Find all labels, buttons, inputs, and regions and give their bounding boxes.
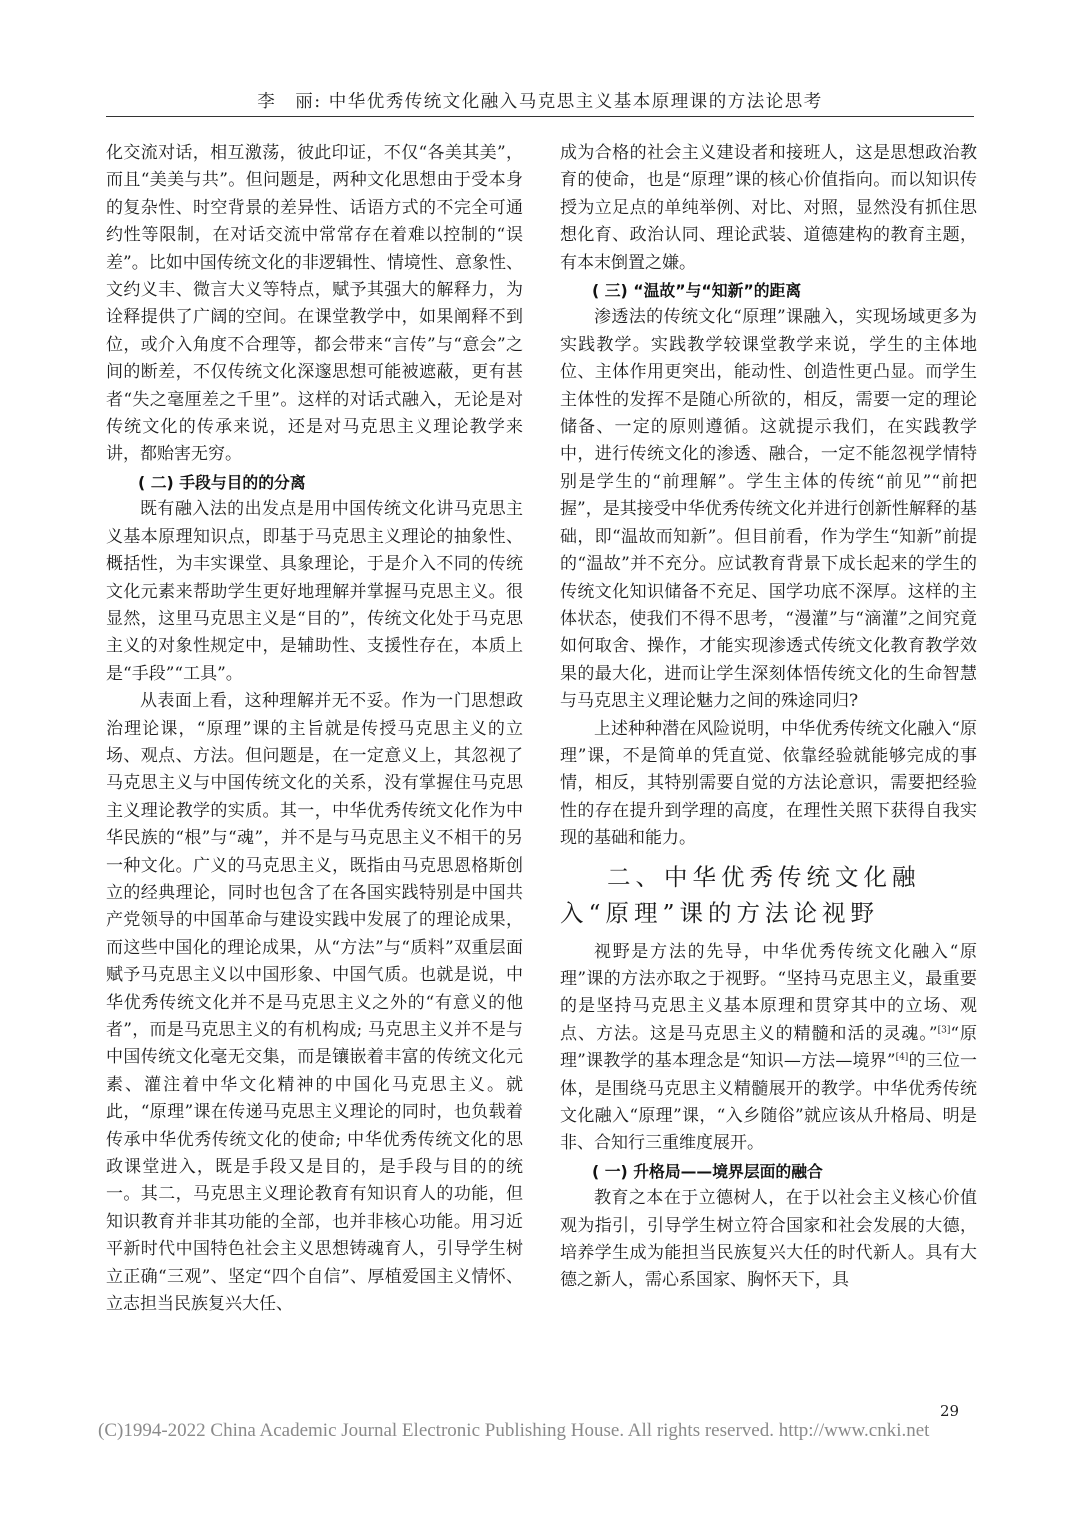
running-header: 李 丽: 中华优秀传统文化融入马克思主义基本原理课的方法论思考 (257, 92, 823, 112)
paragraph: 化交流对话，相互激荡，彼此印证，不仅“各美其美”，而且“美美与共”。但问题是，两种文化思想由于受本身的复杂性、时空背景的差异性、话语方式的不完全可通约性等限制，在对话交流中常常存在着难以控制的“误差”。比如中国传统文化的非逻辑性、情境性、意象性、文约义丰、微言大义等特点，赋予其强大的解释力，为诠释提供了广阔的空间。在课堂教学中，如果阐释不到位，或介入角度不合理等，都会带来“言传”与“意会”之间的断差，不仅传统文化深邃思想可能被遮蔽，更有甚者“失之毫厘差之千里”。这样的对话式融入，无论是对传统文化的传承来说，还是对马克思主义理论教学来讲，都贻害无穷。 (106, 143, 523, 465)
paragraph: 从表面上看，这种理解并无不妥。作为一门思想政治理论课，“原理”课的主旨就是传授马克思主义的立场、观点、方法。但问题是，在一定意义上，其忽视了马克思主义与中国传统文化的关系，没有掌握住马克思主义理论教学的实质。其一，中华优秀传统文化作为中华民族的“根”与“魂”，并不是与马克思主义不相干的另一种文化。广义的马克思主义，既指由马克思恩格斯创立的经典理论，同时也包含了在各国实践特别是中国共产党领导的中国革命与建设实践中发展了的理论成果，而这些中国化的理论成果，从“方法”与“质料”双重层面赋予马克思主义以中国形象、中国气质。也就是说，中华优秀传统文化并不是马克思主义之外的“有意义的他者”，而是马克思主义的有机构成; 马克思主义并不是与中国传统文化毫无交集，而是镶嵌着丰富的传统文化元素、灌注着中华文化精神的中国化马克思主义。就此，“原理”课在传递马克思主义理论的同时，也负载着传承中华优秀传统文化的使命; 中华优秀传统文化的思政课堂进入，既是手段又是目的，是手段与目的的统一。其二，马克思主义理论教育有知识育人的功能，但知识教育并非其功能的全部，也并非核心功能。用习近平新时代中国特色社会主义思想铸魂育人，引导学生树立正确“三观”、坚定“四个自信”、厚植爱国主义情怀、立志担当民族复兴大任、 (106, 691, 523, 1315)
header-rule (106, 116, 974, 117)
right-column (560, 140, 977, 1295)
text-span: 视野是方法的先导，中华优秀传统文化融入“原理”课的方法亦取之于视野。“坚持马克思主义，最重要的是坚持马克思主义基本原理和贯穿其中的立场、观点、方法。这是马克思主义的精髓和活的灵魂。” (560, 941, 977, 1044)
copyright-footer: (C)1994-2022 China Academic Journal Electronic Publishing House. All rights reserved. http://www.cnki.net (98, 1420, 930, 1441)
subheading: ( 一) 升格局——境界层面的融合 (592, 1161, 823, 1181)
text-span: “原理”课教学的基本理念是“知识—方法—境界” (560, 1023, 977, 1072)
paragraph (560, 939, 977, 1158)
subheading: ( 二) 手段与目的的分离 (138, 472, 306, 492)
paragraph: 上述种种潜在风险说明，中华优秀传统文化融入“原理”课，不是简单的凭直觉、依靠经验就能够完成的事情，相反，其特别需要自觉的方法论意识，需要把经验性的存在提升到学理的高度，在理性关照下获得自我实现的基础和能力。 (560, 718, 977, 849)
left-column (106, 140, 523, 1318)
text-span: 的三位一体，是围绕马克思主义精髓展开的教学。中华优秀传统文化融入“原理”课，“入乡随俗”就应该从升格局、明是非、合知行三重维度展开。 (560, 1051, 978, 1154)
page-number: 29 (940, 1402, 960, 1420)
paragraph: 渗透法的传统文化“原理”课融入，实现场域更多为实践教学。实践教学较课堂教学来说，学生的主体地位、主体作用更突出，能动性、创造性更凸显。而学生主体性的发挥不是随心所欲的，相反，需要一定的理论储备、一定的原则遵循。这就提示我们，在实践教学中，进行传统文化的渗透、融合，一定不能忽视学情特别是学生的“前理解”。学生主体的传统“前见”“前把握”，是其接受中华优秀传统文化并进行创新性解释的基础，即“温故而知新”。但目前看，作为学生“知新”前提的“温故”并不充分。应试教育背景下成长起来的学生的传统文化知识储备不充足、国学功底不深厚。这样的主体状态，使我们不得不思考，“漫灌”与“滴灌”之间究竟如何取舍、操作，才能实现渗透式传统文化教育教学效果的最大化，进而让学生深刻体悟传统文化的生命智慧与马克思主义理论魅力之间的殊途同归? (560, 307, 977, 712)
citation-ref: [3] (937, 1025, 951, 1036)
paragraph: 成为合格的社会主义建设者和接班人，这是思想政治教育的使命，也是“原理”课的核心价值指向。而以知识传授为立足点的单纯举例、对比、对照，显然没有抓住思想化育、政治认同、理论武装、道德建构的教育主题，有本末倒置之嫌。 (560, 143, 977, 273)
subheading: ( 三) “温故”与“知新”的距离 (592, 281, 802, 301)
paragraph: 教育之本在于立德树人，在于以社会主义核心价值观为指引，引导学生树立符合国家和社会发展的大德，培养学生成为能担当民族复兴大任的时代新人。具有大德之新人，需心系国家、胸怀天下，具 (560, 1188, 977, 1291)
section-heading: 二、中华优秀传统文化融入“原理”课的方法论视野 (560, 862, 921, 927)
citation-ref: [4] (895, 1052, 909, 1063)
paragraph: 既有融入法的出发点是用中国传统文化讲马克思主义基本原理知识点，即基于马克思主义理论的抽象性、概括性，为丰实课堂、具象理论，于是介入不同的传统文化元素来帮助学生更好地理解并掌握马克思主义。很显然，这里马克思主义是“目的”，传统文化处于马克思主义的对象性规定中，是辅助性、支援性存在，本质上是“手段”“工具”。 (106, 499, 523, 684)
